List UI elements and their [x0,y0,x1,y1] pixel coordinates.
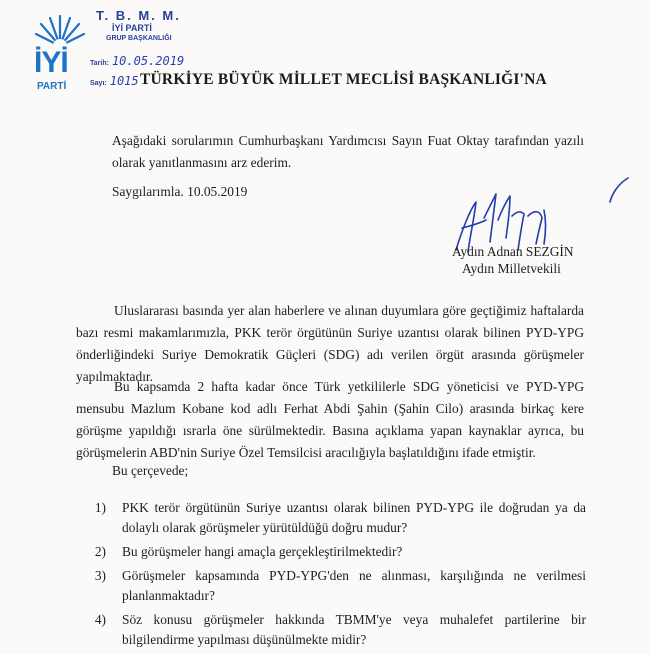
stamp-number-label: Sayı: [90,80,107,87]
question-number: 1) [94,500,106,515]
question-number: 2) [94,544,106,559]
body-paragraph-2: Bu kapsamda 2 hafta kadar önce Türk yetkililerle SDG yöneticisi ve PYD-YPG mensubu Mazlum Kobane kod adlı Ferhat Abdi Şahin (Şahin Cilo) arasında birkaç kere görüşme yapıldığı ısrarla öne sürülmektedir. Basına açıklama yapan kaynaklar ayrıca, bu görüşmelerin ABD'nin Suriye Özel Temsilcisi aracılığıyla başlatıldığını ifade etmiştir. [76,379,584,460]
logo-subtitle: PARTİ [37,81,67,92]
stamp-group: GRUP BAŞKANLIĞI [106,35,172,42]
list-item [76,542,586,562]
questions-lead: Bu çerçevede; [112,463,189,478]
logo-word: İYİ [34,46,68,79]
list-item [76,566,586,606]
list-item [76,498,586,538]
stamp-date-value: 10.05.2019 [111,54,185,68]
stamp-party: İYİ PARTİ [112,23,152,33]
question-text: Bu görüşmeler hangi amaçla gerçekleştirilmektedir? [122,544,403,559]
pen-mark-icon [598,172,638,212]
list-item [76,610,586,650]
question-list [76,498,586,654]
question-text: PKK terör örgütünün Suriye uzantısı olarak bilinen PYD-YPG ile doğrudan ya da dolaylı olarak görüşmeler yürütüldüğü doğru mudur? [122,500,586,535]
stamp-date-row [90,54,184,68]
question-text: Görüşmeler kapsamında PYD-YPG'den ne alınması, karşılığında ne verilmesi planlanmaktadır? [122,568,586,603]
party-logo [30,8,90,98]
question-number: 4) [94,612,106,627]
stamp-number-value: 1015 [109,74,139,88]
greeting-line: Saygılarımla. 10.05.2019 [112,184,248,199]
signer-title: Aydın Milletvekili [462,261,561,276]
tbmm-stamp [90,8,190,88]
question-number: 3) [94,568,106,583]
intro-paragraph: Aşağıdaki sorularımın Cumhurbaşkanı Yardımcısı Sayın Fuat Oktay tarafından yazılı olarak yanıtlanmasını arz ederim. [112,133,584,170]
stamp-date-label: Tarih: [90,60,109,67]
document-heading: TÜRKİYE BÜYÜK MİLLET MECLİSİ BAŞKANLIĞI'NA [140,71,547,88]
body-paragraph-1: Uluslararası basında yer alan haberlere ve alınan duyumlara göre geçtiğimiz haftalarda bazı resmi makamlarımızla, PKK terör örgütünün Suriye uzantısı olarak bilinen PYD-YPG önderliğindeki Suriye Demokratik Güçleri (SDG) adı verilen örgüt arasında görüşmeler yapılmaktadır. [76,303,584,384]
stamp-number-row [90,74,139,88]
question-text: Söz konusu görüşmeler hakkında TBMM'ye veya muhalefet partilerine bir bilgilendirme yapılması düşünülmekte midir? [122,612,586,647]
stamp-title: T. B. M. M. [96,8,181,23]
sun-rays-icon [32,10,88,50]
signer-name: Aydın Adnan SEZGİN [452,244,574,259]
